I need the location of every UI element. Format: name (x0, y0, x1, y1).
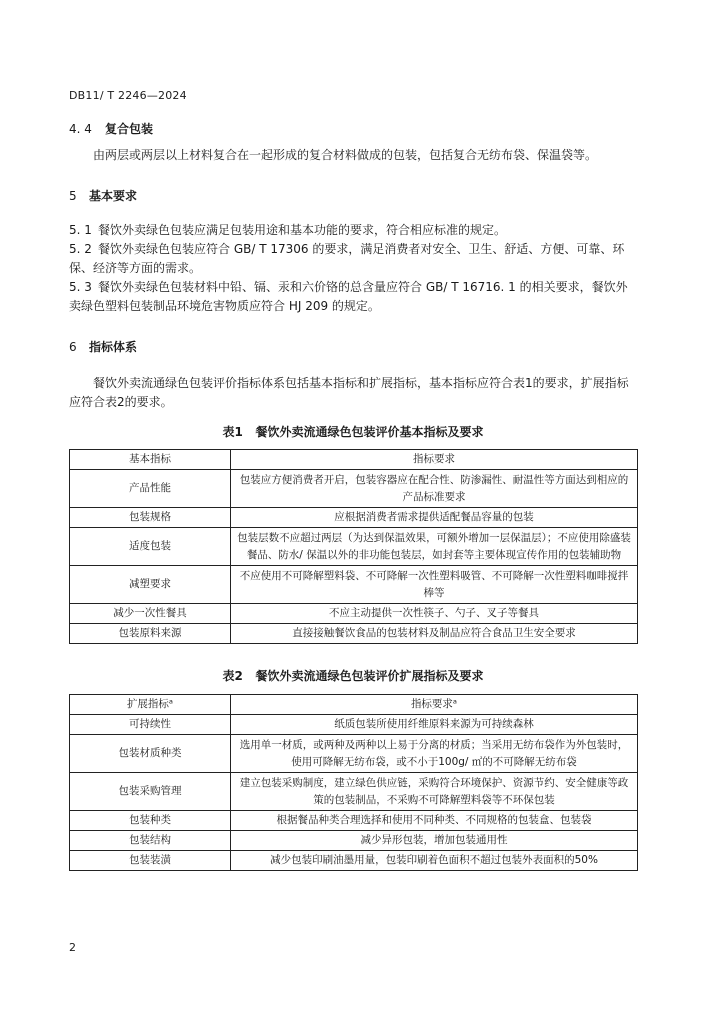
table-row (70, 508, 638, 528)
table-cell: 减塑要求 (70, 566, 231, 604)
clause-5-3 (69, 278, 637, 316)
table-row (70, 851, 638, 871)
table-cell: 包装种类 (70, 811, 231, 831)
clause-5-1 (69, 221, 637, 240)
table-cell: 不应主动提供一次性筷子、勺子、叉子等餐具 (231, 604, 638, 624)
table-1 (69, 449, 638, 644)
table-cell: 可持续性 (70, 715, 231, 735)
table-cell: 纸质包装所使用纤维原料来源为可持续森林 (231, 715, 638, 735)
table-1-caption (69, 423, 637, 440)
section-number: 5 (69, 189, 77, 203)
column-header: 指标要求 (231, 450, 638, 470)
section-title: 指标体系 (89, 340, 138, 354)
table-title: 餐饮外卖流通绿色包装评价基本指标及要求 (255, 425, 484, 439)
table-cell: 不应使用不可降解塑料袋、不可降解一次性塑料吸管、不可降解一次性塑料咖啡搅拌棒等 (231, 566, 638, 604)
clause-number: 5. 2 (69, 242, 92, 256)
table-row (70, 470, 638, 508)
table-row (70, 604, 638, 624)
table-row (70, 566, 638, 604)
table-cell: 根据餐品种类合理选择和使用不同种类、不同规格的包装盒、包装袋 (231, 811, 638, 831)
table-row (70, 715, 638, 735)
table-row (70, 735, 638, 773)
clause-number: 5. 3 (69, 280, 92, 294)
section-number: 4. 4 (69, 122, 92, 136)
table-cell: 包装原料来源 (70, 624, 231, 644)
table-row (70, 831, 638, 851)
clause-number: 5. 1 (69, 223, 92, 237)
section-5-items (69, 221, 637, 316)
table-cell: 包装采购管理 (70, 773, 231, 811)
section-6-heading (69, 338, 137, 355)
table-cell: 建立包装采购制度，建立绿色供应链，采购符合环境保护、资源节约、安全健康等政策的包装制品，不采购不可降解塑料袋等不环保包装 (231, 773, 638, 811)
table-number: 表1 (222, 425, 243, 439)
table-header-row (70, 695, 638, 715)
table-cell: 直接接触餐饮食品的包装材料及制品应符合食品卫生安全要求 (231, 624, 638, 644)
table-cell: 选用单一材质，或两种及两种以上易于分离的材质；当采用无纺布袋作为外包装时，使用可降解无纺布袋，或不小于100g/ ㎡的不可降解无纺布袋 (231, 735, 638, 773)
section-4-4-body: 由两层或两层以上材料复合在一起形成的复合材料做成的包装，包括复合无纺布袋、保温袋等。 (93, 148, 598, 162)
table-cell: 包装结构 (70, 831, 231, 851)
section-number: 6 (69, 340, 77, 354)
clause-text: 餐饮外卖绿色包装应符合 GB/ T 17306 的要求，满足消费者对安全、卫生、舒适、方便、可靠、环保、经济等方面的需求。 (69, 242, 625, 275)
table-header-row (70, 450, 638, 470)
table-2 (69, 694, 638, 871)
document-code-header: DB11/ T 2246—2024 (69, 89, 187, 102)
table-cell: 包装装潢 (70, 851, 231, 871)
table-cell: 包装应方便消费者开启，包装容器应在配合性、防渗漏性、耐温性等方面达到相应的产品标准要求 (231, 470, 638, 508)
table-cell: 减少异形包装，增加包装通用性 (231, 831, 638, 851)
table-cell: 应根据消费者需求提供适配餐品容量的包装 (231, 508, 638, 528)
column-header: 扩展指标ᵃ (70, 695, 231, 715)
clause-text: 餐饮外卖绿色包装材料中铅、镉、汞和六价铬的总含量应符合 GB/ T 16716. 1 的相关要求，餐饮外卖绿色塑料包装制品环境危害物质应符合 HJ 209 的规定。 (69, 280, 628, 313)
table-cell: 产品性能 (70, 470, 231, 508)
table-row (70, 624, 638, 644)
clause-5-2 (69, 240, 637, 278)
section-6-body: 餐饮外卖流通绿色包装评价指标体系包括基本指标和扩展指标，基本指标应符合表1的要求，扩展指标应符合表2的要求。 (69, 376, 629, 409)
table-cell: 适度包装 (70, 528, 231, 566)
column-header: 基本指标 (70, 450, 231, 470)
table-cell: 包装材质种类 (70, 735, 231, 773)
section-4-4-heading (69, 120, 153, 137)
table-row (70, 773, 638, 811)
section-5-heading (69, 187, 137, 204)
table-row (70, 528, 638, 566)
clause-text: 餐饮外卖绿色包装应满足包装用途和基本功能的要求，符合相应标准的规定。 (98, 223, 507, 237)
section-title: 基本要求 (89, 189, 138, 203)
table-cell: 包装规格 (70, 508, 231, 528)
section-title: 复合包装 (105, 122, 154, 136)
table-cell: 减少包装印刷油墨用量，包装印刷着色面积不超过包装外表面积的50% (231, 851, 638, 871)
column-header: 指标要求ᵃ (231, 695, 638, 715)
table-number: 表2 (222, 669, 243, 683)
table-row (70, 811, 638, 831)
table-2-caption (69, 667, 637, 684)
table-cell: 减少一次性餐具 (70, 604, 231, 624)
table-title: 餐饮外卖流通绿色包装评价扩展指标及要求 (255, 669, 484, 683)
table-cell: 包装层数不应超过两层（为达到保温效果，可额外增加一层保温层）；不应使用除盛装餐品、防水/ 保温以外的非功能包装层，如封套等主要体现宣传作用的包装辅助物 (231, 528, 638, 566)
page-number: 2 (69, 941, 76, 954)
